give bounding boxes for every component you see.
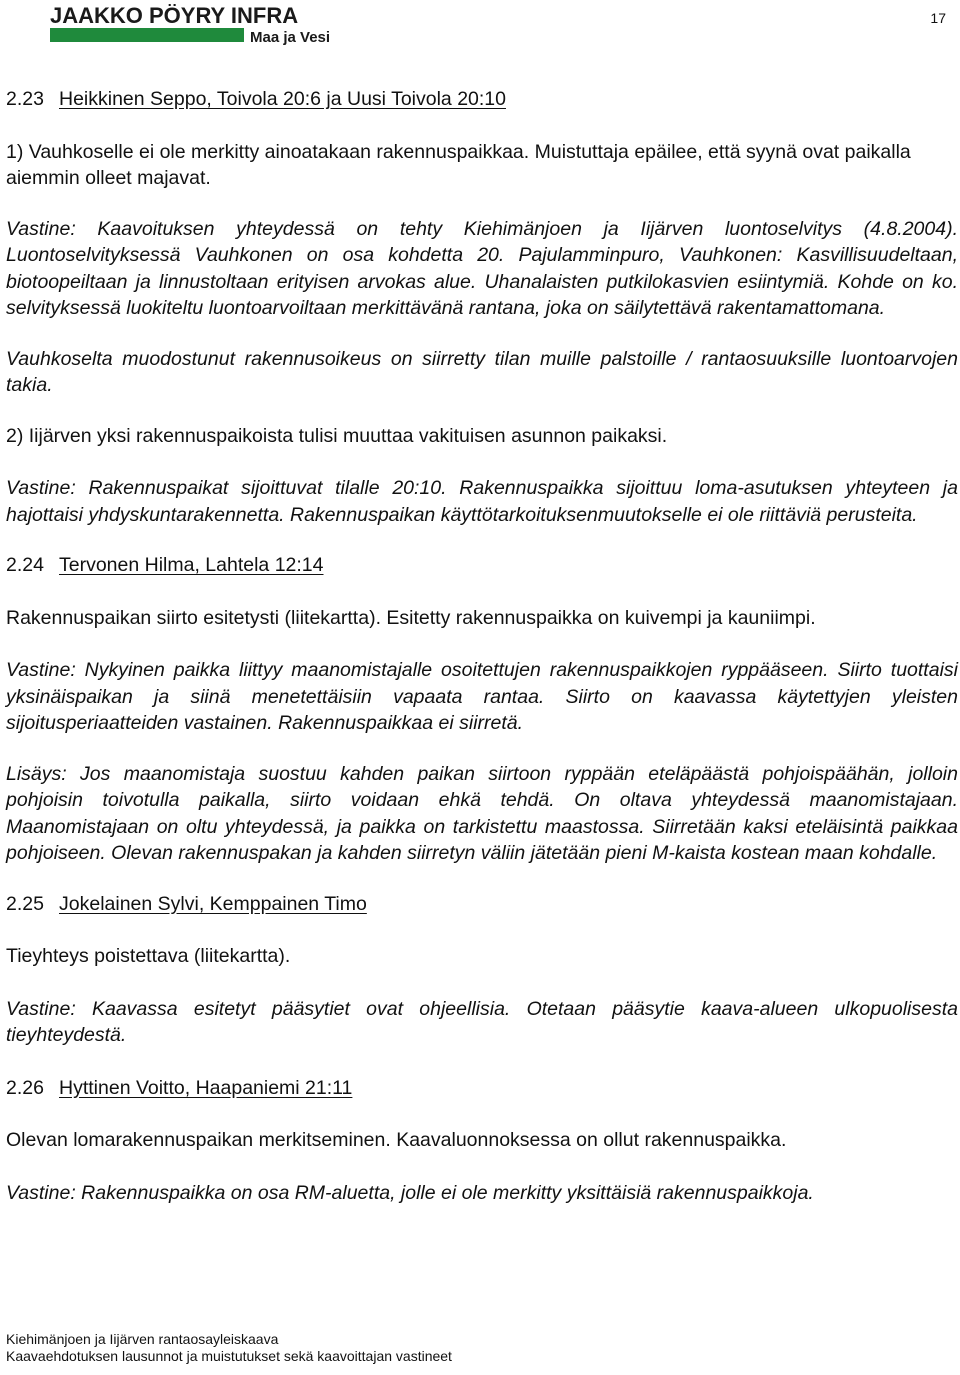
logo-svg: [50, 4, 350, 48]
vastine-paragraph: Vastine: Kaavassa esitetyt pääsytiet ovat ohjeellisia. Otetaan pääsytie kaava-alueen ulkopuolisesta tieyhteydestä.: [6, 997, 958, 1046]
section-number: 2.25: [6, 892, 44, 915]
section-title: Heikkinen Seppo, Toivola 20:6 ja Uusi Toivola 20:10: [59, 88, 506, 110]
logo-brand-text: JAAKKO PÖYRY INFRA: [50, 4, 299, 28]
page-footer: [6, 1331, 452, 1365]
lisays-paragraph: Lisäys: Jos maanomistaja suostuu kahden paikan siirtoon ryppään eteläpäästä pohjoispäähän, jolloin pohjoisin toivotulla paikalla, siirto voidaan ehkä tehdä. On oltava yhteydessä maanomistajaan. Maanomistajaan on oltu yhteydessä, ja paikka on tarkistettu maastossa. Siirretään kaksi eteläisintä paikkaa pohjoiseen. Olevan rakennuspakan ja kahden siirretyn väliin jätetään pieni M-kaista kostean maan kohdalle.: [6, 762, 958, 864]
section-heading-2-25: [6, 891, 958, 918]
section-title: Hyttinen Voitto, Haapaniemi 21:11: [59, 1076, 353, 1099]
section-number: 2.23: [6, 88, 44, 110]
paragraph: 1) Vauhkoselle ei ole merkitty ainoatakaan rakennuspaikkaa. Muistuttaja epäilee, että syynä ovat paikalla aiemmin olleet majavat.: [6, 140, 911, 189]
footer-line: Kiehimänjoen ja Iijärven rantaosayleiskaava: [6, 1331, 279, 1347]
vastine-paragraph: Vastine: Rakennuspaikat sijoittuvat tilalle 20:10. Rakennuspaikka sijoittuu loma-asutuksen yhteyteen ja hajottaisi yhdyskuntarakennetta. Rakennuspaikan käyttötarkoituksenmuutokselle ei ole riittäviä perusteita.: [6, 477, 958, 526]
vastine-paragraph: Vastine: Kaavoituksen yhteydessä on tehty Kiehimänjoen ja Iijärven luontoselvitys (4.8.2004). Luontoselvityksessä Vauhkonen on osa kohdetta 20. Pajulamminpuro, Vauhkonen: Kasvillisuudeltaan, biotoopeiltaan ja linnustoltaan erityisen arvokas alue. Uhanalaisten putkilokasvien esiintymiä. Kohde on ko. selvityksessä luokiteltu luontoarvoiltaan merkittävänä rantana, joka on säilytettävä rakentamattomana.: [6, 217, 958, 319]
page-number: 17: [930, 10, 946, 26]
logo-green-bar: [50, 28, 244, 42]
section-heading-2-24: [6, 552, 958, 579]
company-logo: [50, 4, 350, 48]
paragraph: Rakennuspaikan siirto esitetysti (liitekartta). Esitetty rakennuspaikka on kuivempi ja kauniimpi.: [6, 606, 816, 629]
document-body: [6, 86, 958, 1206]
section-heading-2-26: [6, 1075, 958, 1102]
footer-line: Kaavaehdotuksen lausunnot ja muistutukset sekä kaavoittajan vastineet: [6, 1348, 452, 1364]
section-title: Jokelainen Sylvi, Kemppainen Timo: [59, 892, 367, 915]
logo-sub-text: Maa ja Vesi: [250, 29, 331, 46]
paragraph: Olevan lomarakennuspaikan merkitseminen. Kaavaluonnoksessa on ollut rakennuspaikka.: [6, 1129, 787, 1151]
vastine-paragraph: Vastine: Rakennuspaikka on osa RM-aluetta, jolle ei ole merkitty yksittäisiä rakennuspaikkoja.: [6, 1181, 814, 1204]
section-number: 2.24: [6, 554, 44, 576]
section-number: 2.26: [6, 1076, 44, 1099]
vastine-paragraph: Vauhkoselta muodostunut rakennusoikeus on siirretty tilan muille palstoille / rantaosuuksille luontoarvojen takia.: [6, 347, 958, 396]
paragraph: 2) Iijärven yksi rakennuspaikoista tulisi muuttaa vakituisen asunnon paikaksi.: [6, 424, 668, 447]
section-title: Tervonen Hilma, Lahtela 12:14: [59, 554, 324, 576]
vastine-paragraph: Vastine: Nykyinen paikka liittyy maanomistajalle osoitettujen rakennuspaikkojen ryppääseen. Siirto tuottaisi yksinäispaikan ja siinä menetettäisiin vapaata rantaa. Siirto on kaavassa käytettyjen yleisten sijoitusperiaatteiden vastainen. Rakennuspaikkaa ei siirretä.: [6, 659, 958, 734]
section-heading-2-23: [6, 86, 958, 113]
paragraph: Tieyhteys poistettava (liitekartta).: [6, 945, 291, 967]
